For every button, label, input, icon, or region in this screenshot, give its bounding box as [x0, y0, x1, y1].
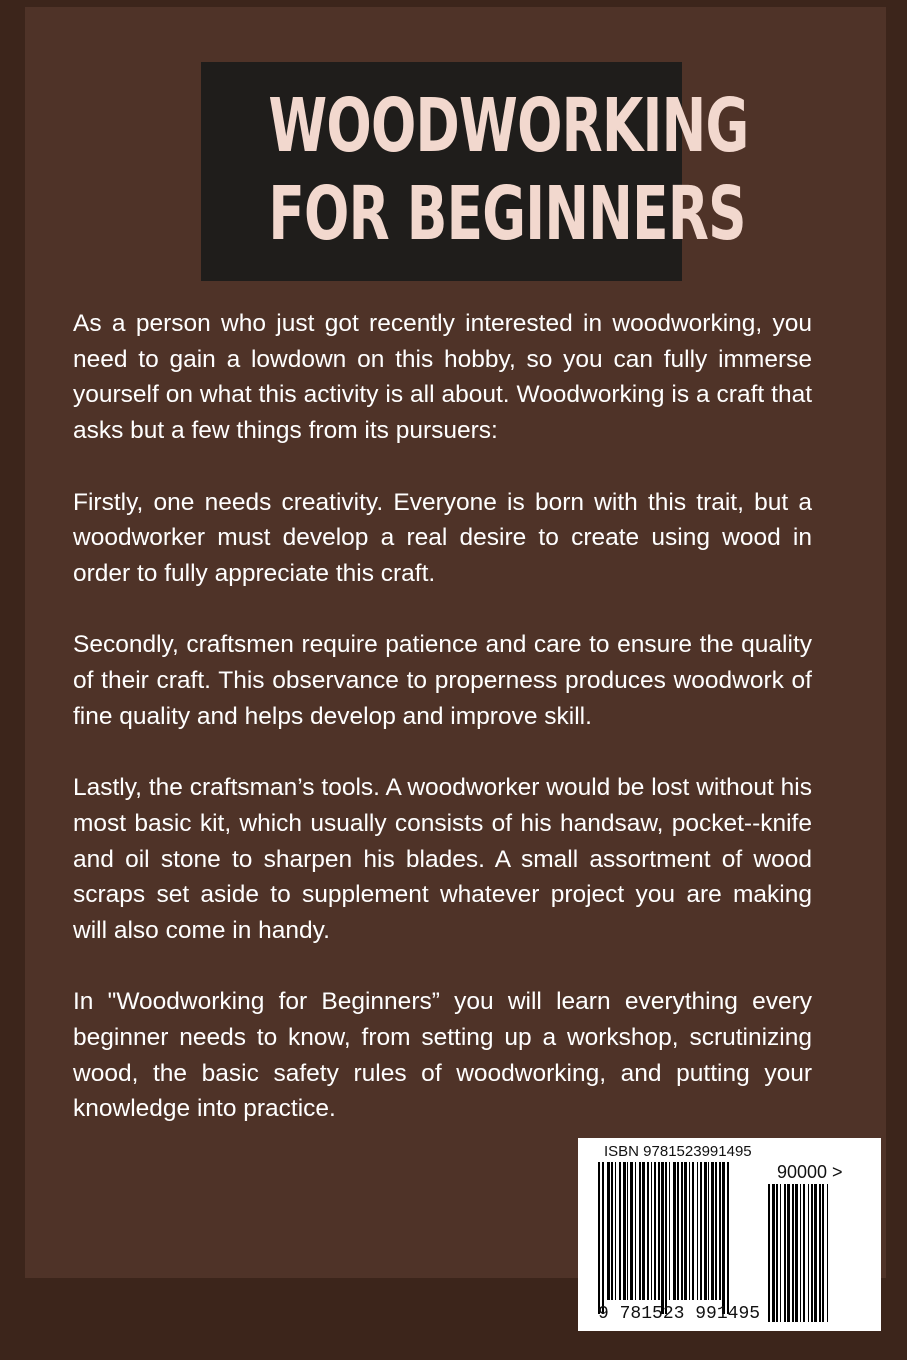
- barcode-bar: [647, 1162, 649, 1300]
- barcode-bar: [598, 1162, 600, 1314]
- isbn-barcode: [578, 1138, 881, 1331]
- title-line-1: WOODWORKING: [268, 83, 749, 169]
- barcode-bar: [700, 1162, 702, 1300]
- barcode-bar: [822, 1184, 824, 1322]
- barcode-bar: [627, 1162, 628, 1300]
- barcode-bar: [615, 1162, 616, 1300]
- barcode-supplement-bars: [768, 1184, 857, 1322]
- barcode-bar: [711, 1162, 714, 1300]
- barcode-bar: [704, 1162, 707, 1300]
- barcode-bar: [722, 1162, 725, 1314]
- barcode-bar: [639, 1162, 641, 1300]
- barcode-bar: [673, 1162, 676, 1300]
- barcode-main-bars: [598, 1162, 760, 1304]
- barcode-bar: [665, 1162, 667, 1314]
- barcode-bar: [803, 1184, 805, 1322]
- barcode-bar: [768, 1184, 770, 1322]
- barcode-bar: [795, 1184, 798, 1322]
- barcode-bar: [814, 1184, 817, 1322]
- description-paragraph-3: Secondly, craftsmen require patience and care to ensure the quality of their craft. This observance to properness produces woodwork of fine quality and helps develop and improve skill.: [73, 631, 812, 730]
- price-code: 90000 >: [777, 1162, 843, 1182]
- barcode-bar: [661, 1162, 664, 1314]
- description-paragraph-2: Firstly, one needs creativity. Everyone is born with this trait, but a woodworker must develop a real desire to create using wood in order to fully appreciate this craft.: [73, 488, 812, 587]
- barcode-bar: [658, 1162, 660, 1300]
- barcode-bar: [800, 1184, 801, 1322]
- barcode-digit-first: 9: [598, 1304, 609, 1324]
- barcode-bar: [654, 1162, 656, 1300]
- barcode-bar: [819, 1184, 821, 1322]
- barcode-bar: [784, 1184, 786, 1322]
- barcode-bar: [602, 1162, 604, 1314]
- barcode-bar: [689, 1162, 690, 1300]
- barcode-bar: [681, 1162, 683, 1300]
- title-line-2: FOR BEGINNERS: [268, 171, 746, 257]
- barcode-bar: [772, 1184, 775, 1322]
- barcode-bar: [776, 1184, 778, 1322]
- barcode-bar: [727, 1162, 729, 1314]
- barcode-bar: [651, 1162, 652, 1300]
- barcode-bar: [607, 1162, 610, 1300]
- barcode-bar: [642, 1162, 645, 1300]
- barcode-bar: [787, 1184, 790, 1322]
- barcode-digit-group-2: 991495: [695, 1304, 761, 1324]
- barcode-bar: [808, 1184, 809, 1322]
- description-paragraph-1: As a person who just got recently interested in woodworking, you need to gain a lowdown on this hobby, so you can fully immerse yourself on what this activity is all about. Woodworking is a craft that asks but a few things from its pursuers:: [73, 310, 812, 445]
- barcode-bar: [697, 1162, 698, 1300]
- barcode-digits: [598, 1304, 760, 1324]
- barcode-bar: [692, 1162, 694, 1300]
- barcode-bar: [677, 1162, 679, 1300]
- barcode-bar: [715, 1162, 717, 1300]
- barcode-bar: [719, 1162, 721, 1300]
- barcode-digit-group-1: 781523: [619, 1304, 685, 1324]
- barcode-bar: [669, 1162, 670, 1300]
- barcode-bar: [611, 1162, 613, 1300]
- isbn-label: ISBN 9781523991495: [604, 1143, 752, 1160]
- description-paragraph-4: Lastly, the craftsman’s tools. A woodworker would be lost without his most basic kit, which usually consists of his handsaw, pocket--knife and oil stone to sharpen his blades. A small assortment of wood scraps set aside to supplement whatever project you are making will also come in handy.: [73, 774, 812, 944]
- barcode-bar: [630, 1162, 633, 1300]
- barcode-bar: [792, 1184, 794, 1322]
- title-box: [201, 62, 749, 281]
- barcode-bar: [811, 1184, 813, 1322]
- description-paragraph-5: In "Woodworking for Beginners” you will learn everything every beginner needs to know, from setting up a workshop, scrutinizing wood, the basic safety rules of woodworking, and putting your knowledge into practice.: [73, 988, 812, 1123]
- barcode-bar: [780, 1184, 781, 1322]
- barcode-bar: [635, 1162, 636, 1300]
- barcode-bar: [684, 1162, 687, 1300]
- barcode-bar: [827, 1184, 828, 1322]
- barcode-bar: [708, 1162, 709, 1300]
- description-text: [73, 306, 812, 1127]
- barcode-bar: [619, 1162, 621, 1300]
- barcode-bar: [623, 1162, 626, 1300]
